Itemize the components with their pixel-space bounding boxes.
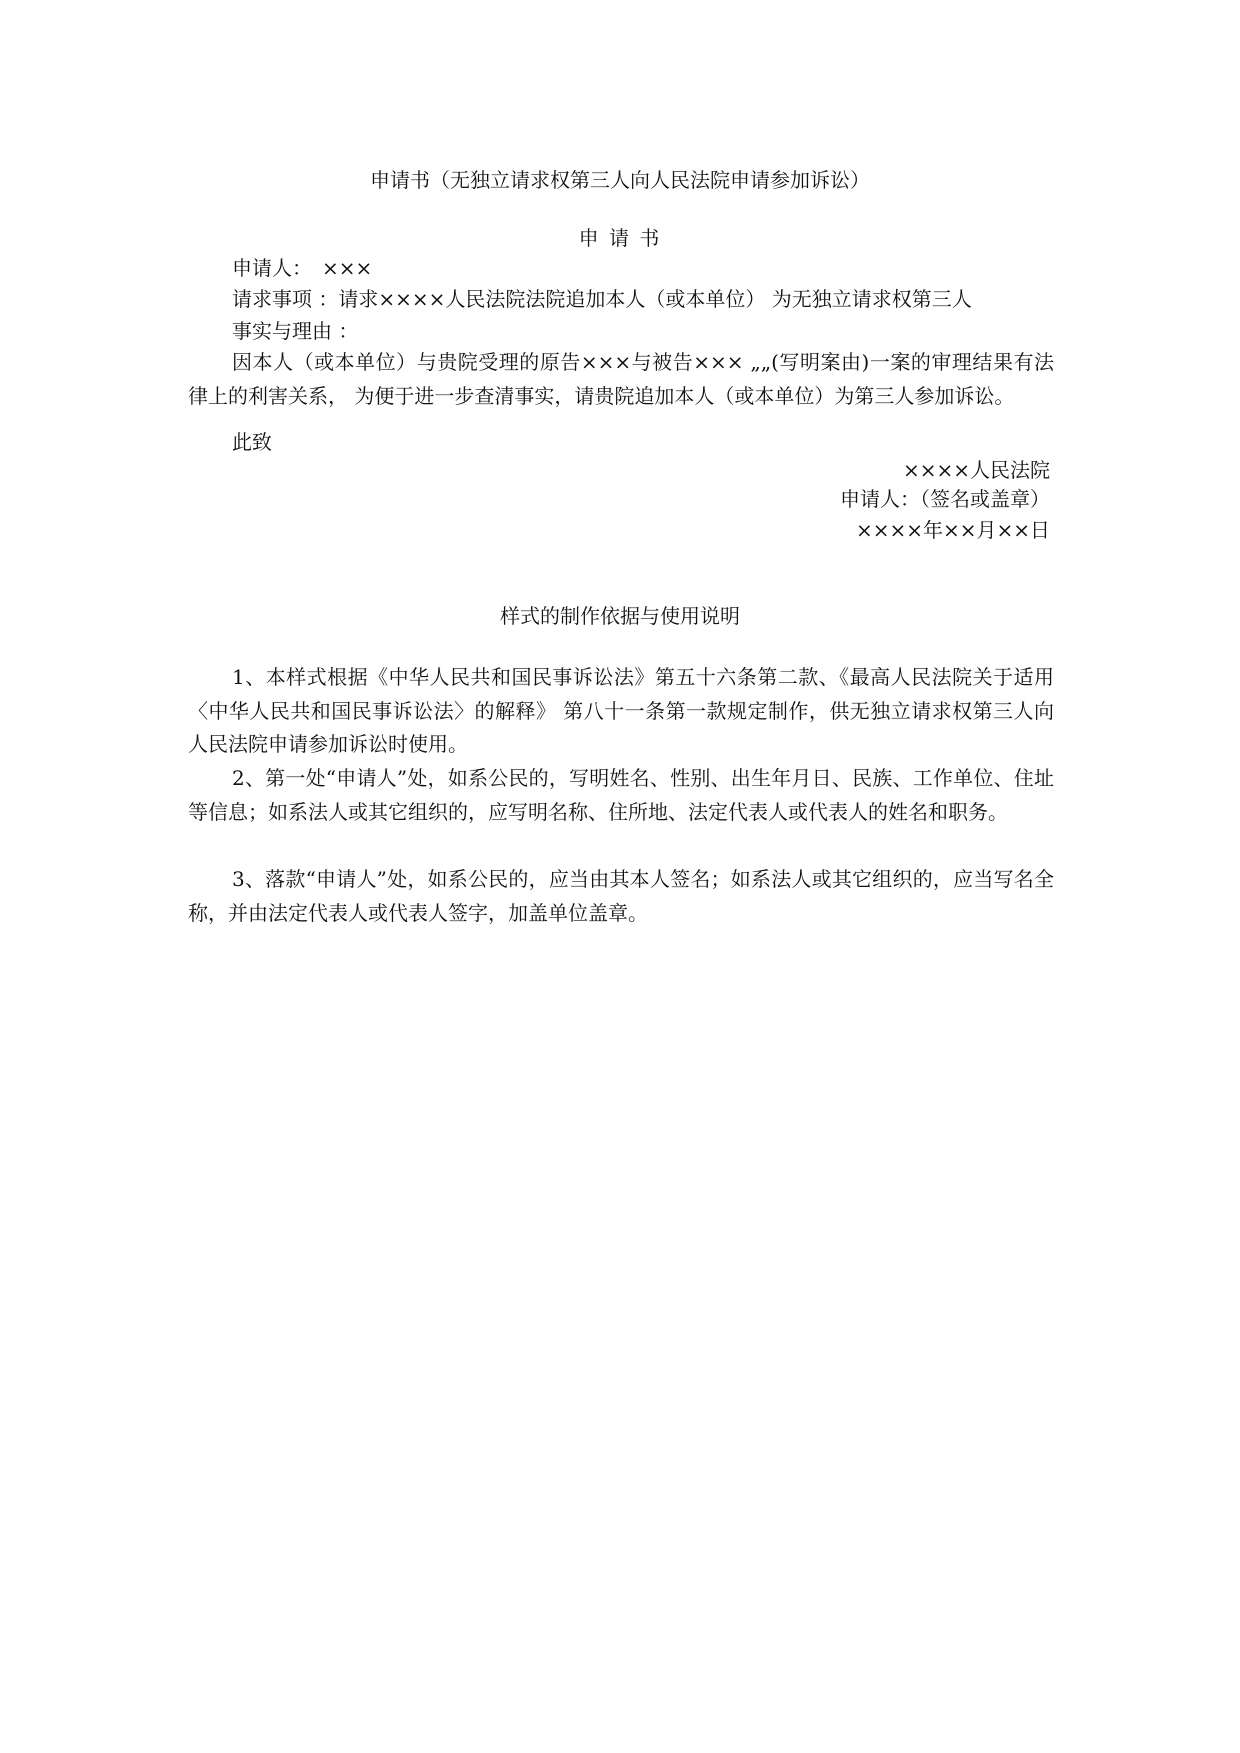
instruction-item-1: 1、本样式根据《中华人民共和国民事诉讼法》第五十六条第二款、《最高人民法院关于适用〈中华人民共和国民事诉讼法〉的解释》 第八十一条第一款规定制作，供无独立请求权第三人向人民法院申请参加诉讼时使用。: [188, 665, 1054, 756]
facts-body: 因本人（或本单位）与贵院受理的原告×××与被告××× „„(写明案由)一案的审理结果有法律上的利害关系， 为便于进一步查清事实，请贵院追加本人（或本单位）为第三人参加诉讼。: [188, 350, 1054, 408]
form-title: 申 请 书: [578, 226, 662, 250]
date-line: ××××年××月××日: [855, 518, 1050, 542]
facts-heading: 事实与理由 ：: [232, 319, 359, 343]
instruction-item-3: 3、落款“申请人”处，如系公民的，应当由其本人签名；如系法人或其它组织的，应当写名全称，并由法定代表人或代表人签字，加盖单位盖章。: [188, 867, 1054, 925]
signature-line: 申请人：（签名或盖章）: [840, 487, 1050, 511]
closing-salutation: 此致: [232, 430, 272, 454]
applicant-line: 申请人： ×××: [232, 256, 373, 280]
instruction-item-2: 2、第一处“申请人”处，如系公民的，写明姓名、性别、出生年月日、民族、工作单位、住址等信息；如系法人或其它组织的，应写明名称、住所地、法定代表人或代表人的姓名和职务。: [188, 766, 1054, 824]
request-line: 请求事项 ：请求××××人民法院法院追加本人（或本单位） 为无独立请求权第三人: [232, 287, 972, 311]
document-title: 申请书（无独立请求权第三人向人民法院申请参加诉讼）: [370, 168, 870, 192]
instructions-title: 样式的制作依据与使用说明: [500, 604, 740, 628]
court-name: ××××人民法院: [902, 458, 1050, 482]
